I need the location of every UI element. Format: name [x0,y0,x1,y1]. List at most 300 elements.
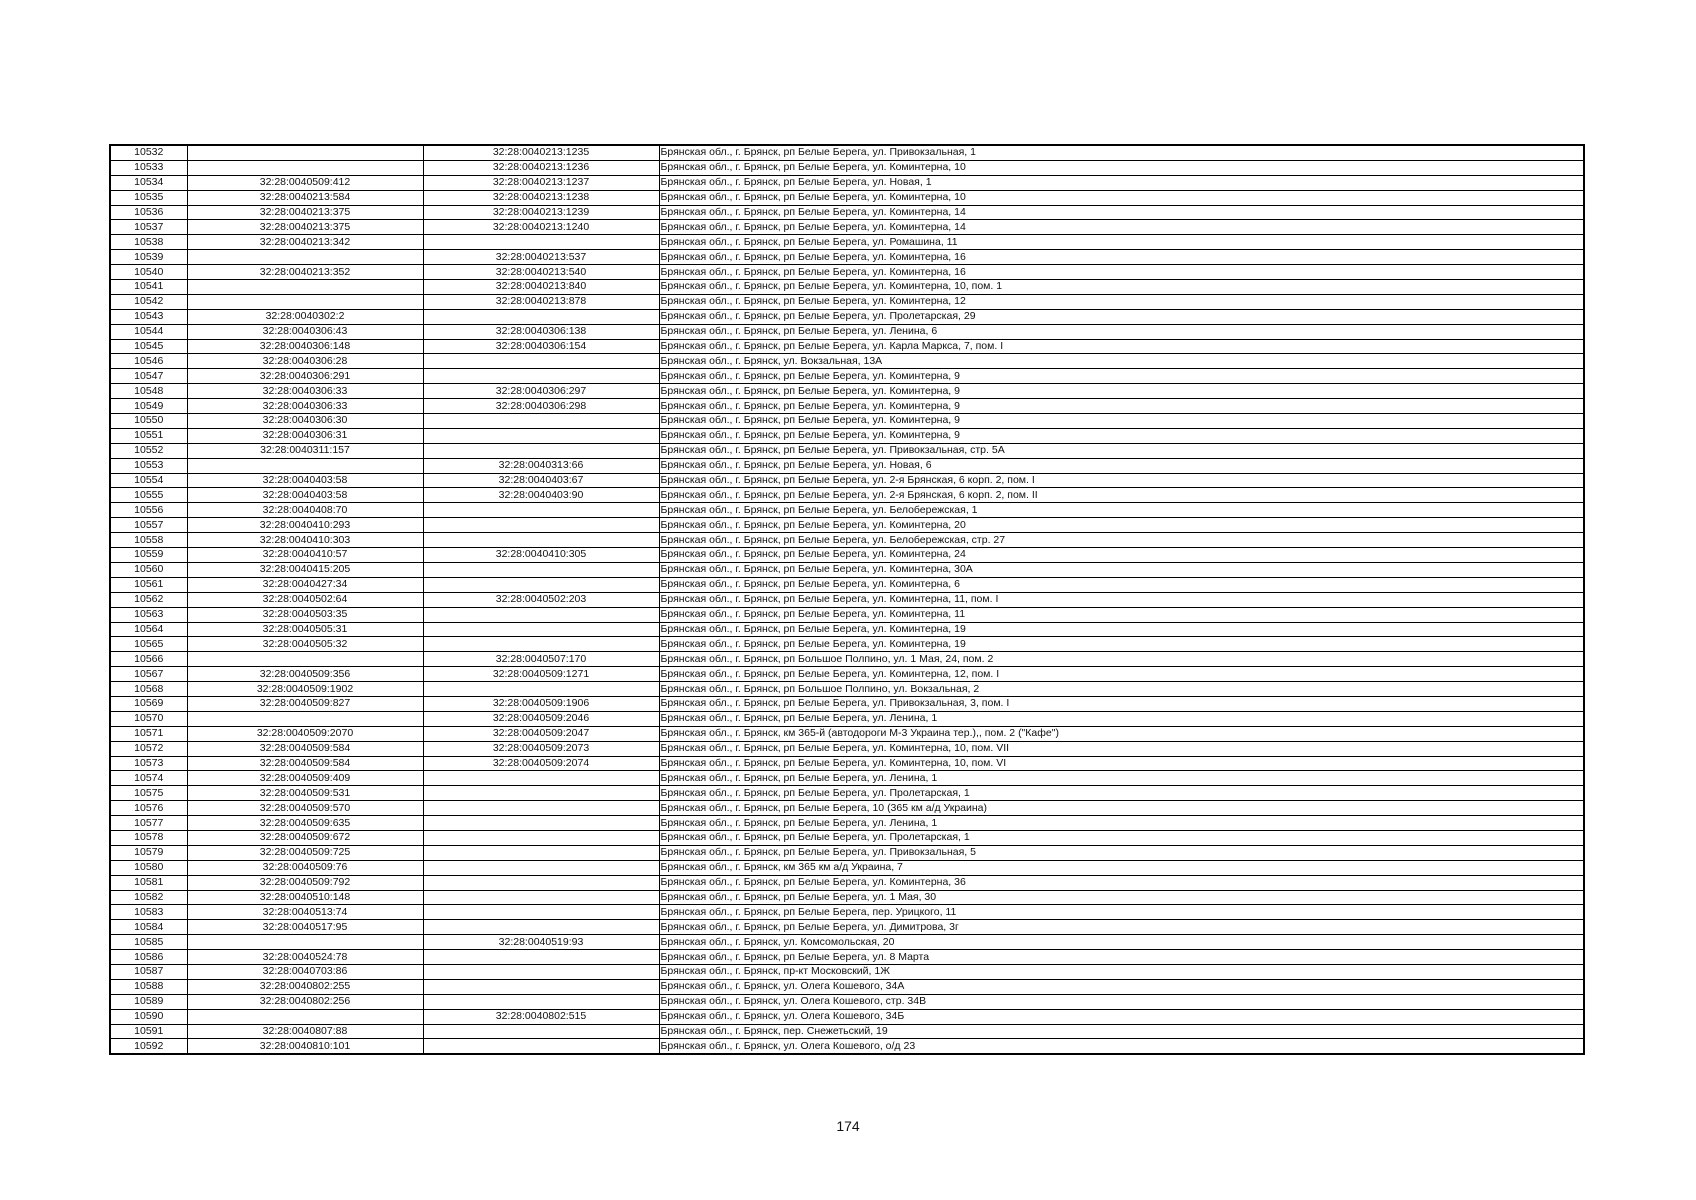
table-row [110,294,1584,309]
address-cell: Брянская обл., г. Брянск, рп Белые Берега, ул. Пролетарская, 29 [659,309,1584,324]
table-row [110,205,1584,220]
address-cell: Брянская обл., г. Брянск, рп Белые Берега, ул. Коминтерна, 16 [659,265,1584,280]
table-row [110,845,1584,860]
parcel-number-cell: 32:28:0040509:356 [187,667,423,682]
row-number-cell: 10541 [110,280,187,295]
address-cell: Брянская обл., г. Брянск, рп Белые Берега, ул. Коминтерна, 6 [659,577,1584,592]
object-number-cell [423,905,659,920]
parcel-number-cell [187,160,423,175]
parcel-number-cell [187,935,423,950]
object-number-cell [423,1024,659,1039]
parcel-number-cell: 32:28:0040306:31 [187,428,423,443]
row-number-cell: 10547 [110,369,187,384]
object-number-cell: 32:28:0040306:154 [423,339,659,354]
address-cell: Брянская обл., г. Брянск, ул. Олега Кошевого, о/д 23 [659,1039,1584,1054]
table-row [110,920,1584,935]
object-number-cell: 32:28:0040403:90 [423,488,659,503]
parcel-number-cell: 32:28:0040408:70 [187,503,423,518]
row-number-cell: 10568 [110,682,187,697]
row-number-cell: 10562 [110,592,187,607]
address-cell: Брянская обл., г. Брянск, рп Белые Берега, ул. Коминтерна, 9 [659,428,1584,443]
table-row [110,414,1584,429]
object-number-cell [423,622,659,637]
address-cell: Брянская обл., г. Брянск, рп Белые Берега, ул. Привокзальная, стр. 5А [659,443,1584,458]
parcel-number-cell: 32:28:0040427:34 [187,577,423,592]
row-number-cell: 10555 [110,488,187,503]
table-row [110,652,1584,667]
object-number-cell [423,890,659,905]
object-number-cell: 32:28:0040507:170 [423,652,659,667]
table-row [110,979,1584,994]
row-number-cell: 10567 [110,667,187,682]
row-number-cell: 10544 [110,324,187,339]
row-number-cell: 10585 [110,935,187,950]
address-cell: Брянская обл., г. Брянск, рп Белые Берега, ул. Коминтерна, 10 [659,160,1584,175]
table-row [110,235,1584,250]
object-number-cell: 32:28:0040502:203 [423,592,659,607]
object-number-cell: 32:28:0040213:840 [423,280,659,295]
parcel-number-cell: 32:28:0040306:291 [187,369,423,384]
row-number-cell: 10566 [110,652,187,667]
address-cell: Брянская обл., г. Брянск, рп Белые Берега, ул. Ромашина, 11 [659,235,1584,250]
address-cell: Брянская обл., г. Брянск, пр-кт Московский, 1Ж [659,964,1584,979]
parcel-number-cell: 32:28:0040509:792 [187,875,423,890]
address-cell: Брянская обл., г. Брянск, рп Белые Берега, ул. Коминтерна, 24 [659,548,1584,563]
parcel-number-cell [187,1009,423,1024]
row-number-cell: 10558 [110,533,187,548]
table-row [110,1024,1584,1039]
object-number-cell [423,518,659,533]
object-number-cell: 32:28:0040306:138 [423,324,659,339]
object-number-cell [423,979,659,994]
object-number-cell: 32:28:0040509:1906 [423,696,659,711]
row-number-cell: 10536 [110,205,187,220]
address-cell: Брянская обл., г. Брянск, рп Белые Берега, ул. 1 Мая, 30 [659,890,1584,905]
parcel-number-cell: 32:28:0040503:35 [187,607,423,622]
row-number-cell: 10557 [110,518,187,533]
object-number-cell [423,682,659,697]
parcel-number-cell: 32:28:0040513:74 [187,905,423,920]
row-number-cell: 10581 [110,875,187,890]
row-number-cell: 10539 [110,250,187,265]
row-number-cell: 10548 [110,384,187,399]
object-number-cell: 32:28:0040213:537 [423,250,659,265]
row-number-cell: 10574 [110,771,187,786]
parcel-number-cell: 32:28:0040509:1902 [187,682,423,697]
table-row [110,801,1584,816]
parcel-number-cell: 32:28:0040509:412 [187,175,423,190]
row-number-cell: 10537 [110,220,187,235]
parcel-number-cell: 32:28:0040403:58 [187,488,423,503]
address-cell: Брянская обл., г. Брянск, рп Белые Берега, ул. Коминтерна, 10, пом. VI [659,756,1584,771]
address-cell: Брянская обл., г. Брянск, рп Белые Берега, ул. Димитрова, 3г [659,920,1584,935]
table-row [110,875,1584,890]
object-number-cell [423,428,659,443]
parcel-number-cell: 32:28:0040509:570 [187,801,423,816]
row-number-cell: 10569 [110,696,187,711]
object-number-cell [423,369,659,384]
table-row [110,771,1584,786]
table-row [110,399,1584,414]
object-number-cell: 32:28:0040306:297 [423,384,659,399]
parcel-number-cell: 32:28:0040403:58 [187,473,423,488]
object-number-cell [423,920,659,935]
address-cell: Брянская обл., г. Брянск, рп Белые Берега, ул. Коминтерна, 9 [659,414,1584,429]
address-cell: Брянская обл., г. Брянск, рп Белые Берега, ул. Новая, 1 [659,175,1584,190]
records-table-body [110,145,1584,1054]
parcel-number-cell [187,711,423,726]
address-cell: Брянская обл., г. Брянск, рп Белые Берега, ул. Коминтерна, 11, пом. I [659,592,1584,607]
row-number-cell: 10575 [110,786,187,801]
object-number-cell [423,994,659,1009]
object-number-cell: 32:28:0040410:305 [423,548,659,563]
row-number-cell: 10561 [110,577,187,592]
address-cell: Брянская обл., г. Брянск, рп Белые Берега, ул. Пролетарская, 1 [659,830,1584,845]
parcel-number-cell [187,145,423,160]
table-row [110,592,1584,607]
table-row [110,562,1584,577]
parcel-number-cell: 32:28:0040213:375 [187,220,423,235]
object-number-cell: 32:28:0040213:1237 [423,175,659,190]
row-number-cell: 10590 [110,1009,187,1024]
row-number-cell: 10542 [110,294,187,309]
address-cell: Брянская обл., г. Брянск, рп Белые Берега, ул. Ленина, 1 [659,771,1584,786]
table-row [110,458,1584,473]
table-row [110,935,1584,950]
table-row [110,950,1584,965]
address-cell: Брянская обл., г. Брянск, рп Белые Берега, ул. Коминтерна, 30А [659,562,1584,577]
row-number-cell: 10571 [110,726,187,741]
address-cell: Брянская обл., г. Брянск, рп Белые Берега, ул. Коминтерна, 16 [659,250,1584,265]
parcel-number-cell: 32:28:0040509:531 [187,786,423,801]
row-number-cell: 10580 [110,860,187,875]
table-row [110,905,1584,920]
row-number-cell: 10589 [110,994,187,1009]
row-number-cell: 10578 [110,830,187,845]
row-number-cell: 10577 [110,816,187,831]
row-number-cell: 10552 [110,443,187,458]
table-row [110,726,1584,741]
address-cell: Брянская обл., г. Брянск, рп Белые Берега, 10 (365 км а/д Украина) [659,801,1584,816]
object-number-cell [423,964,659,979]
object-number-cell: 32:28:0040509:2073 [423,741,659,756]
row-number-cell: 10553 [110,458,187,473]
object-number-cell [423,309,659,324]
address-cell: Брянская обл., г. Брянск, рп Белые Берега, ул. Коминтерна, 11 [659,607,1584,622]
address-cell: Брянская обл., г. Брянск, рп Белые Берега, ул. Коминтерна, 19 [659,622,1584,637]
parcel-number-cell: 32:28:0040509:584 [187,741,423,756]
address-cell: Брянская обл., г. Брянск, ул. Олега Кошевого, 34Б [659,1009,1584,1024]
row-number-cell: 10579 [110,845,187,860]
parcel-number-cell: 32:28:0040505:31 [187,622,423,637]
row-number-cell: 10559 [110,548,187,563]
address-cell: Брянская обл., г. Брянск, ул. Вокзальная, 13А [659,354,1584,369]
row-number-cell: 10551 [110,428,187,443]
object-number-cell [423,845,659,860]
address-cell: Брянская обл., г. Брянск, рп Белые Берега, ул. Привокзальная, 5 [659,845,1584,860]
address-cell: Брянская обл., г. Брянск, рп Белые Берега, ул. Ленина, 1 [659,711,1584,726]
parcel-number-cell: 32:28:0040306:148 [187,339,423,354]
object-number-cell: 32:28:0040509:1271 [423,667,659,682]
table-row [110,1009,1584,1024]
parcel-number-cell: 32:28:0040524:78 [187,950,423,965]
object-number-cell [423,950,659,965]
address-cell: Брянская обл., г. Брянск, рп Белые Берега, ул. Коминтерна, 9 [659,384,1584,399]
object-number-cell [423,562,659,577]
table-row [110,503,1584,518]
row-number-cell: 10532 [110,145,187,160]
table-row [110,964,1584,979]
table-row [110,711,1584,726]
table-row [110,741,1584,756]
parcel-number-cell [187,280,423,295]
row-number-cell: 10538 [110,235,187,250]
row-number-cell: 10563 [110,607,187,622]
table-row [110,309,1584,324]
object-number-cell [423,503,659,518]
row-number-cell: 10549 [110,399,187,414]
object-number-cell: 32:28:0040306:298 [423,399,659,414]
address-cell: Брянская обл., г. Брянск, рп Белые Берега, ул. Коминтерна, 14 [659,205,1584,220]
parcel-number-cell: 32:28:0040509:725 [187,845,423,860]
object-number-cell [423,637,659,652]
row-number-cell: 10540 [110,265,187,280]
address-cell: Брянская обл., г. Брянск, рп Белые Берега, ул. Карла Маркса, 7, пом. I [659,339,1584,354]
address-cell: Брянская обл., г. Брянск, рп Белые Берега, ул. Коминтерна, 10, пом. 1 [659,280,1584,295]
parcel-number-cell [187,250,423,265]
object-number-cell [423,860,659,875]
parcel-number-cell: 32:28:0040509:76 [187,860,423,875]
object-number-cell: 32:28:0040802:515 [423,1009,659,1024]
object-number-cell: 32:28:0040213:878 [423,294,659,309]
address-cell: Брянская обл., г. Брянск, рп Белые Берега, ул. Коминтерна, 20 [659,518,1584,533]
table-row [110,339,1584,354]
object-number-cell [423,354,659,369]
table-row [110,622,1584,637]
parcel-number-cell: 32:28:0040509:2070 [187,726,423,741]
parcel-number-cell: 32:28:0040509:584 [187,756,423,771]
row-number-cell: 10591 [110,1024,187,1039]
table-row [110,533,1584,548]
table-row [110,354,1584,369]
page-number: 174 [836,1118,860,1134]
row-number-cell: 10584 [110,920,187,935]
object-number-cell [423,875,659,890]
parcel-number-cell: 32:28:0040306:28 [187,354,423,369]
address-cell: Брянская обл., г. Брянск, рп Белые Берега, ул. Ленина, 6 [659,324,1584,339]
object-number-cell [423,830,659,845]
object-number-cell [423,816,659,831]
address-cell: Брянская обл., г. Брянск, рп Белые Берега, ул. 2-я Брянская, 6 корп. 2, пом. I [659,473,1584,488]
table-row [110,384,1584,399]
address-cell: Брянская обл., г. Брянск, пер. Снежетьский, 19 [659,1024,1584,1039]
row-number-cell: 10582 [110,890,187,905]
address-cell: Брянская обл., г. Брянск, рп Белые Берега, ул. Коминтерна, 36 [659,875,1584,890]
address-cell: Брянская обл., г. Брянск, рп Белые Берега, ул. Новая, 6 [659,458,1584,473]
object-number-cell: 32:28:0040313:66 [423,458,659,473]
parcel-number-cell: 32:28:0040810:101 [187,1039,423,1054]
row-number-cell: 10586 [110,950,187,965]
parcel-number-cell: 32:28:0040306:30 [187,414,423,429]
row-number-cell: 10550 [110,414,187,429]
row-number-cell: 10533 [110,160,187,175]
table-row [110,324,1584,339]
table-row [110,548,1584,563]
table-row [110,488,1584,503]
parcel-number-cell: 32:28:0040703:86 [187,964,423,979]
row-number-cell: 10560 [110,562,187,577]
parcel-number-cell: 32:28:0040213:375 [187,205,423,220]
table-row [110,250,1584,265]
address-cell: Брянская обл., г. Брянск, рп Белые Берега, ул. Коминтерна, 9 [659,399,1584,414]
parcel-number-cell: 32:28:0040505:32 [187,637,423,652]
object-number-cell [423,801,659,816]
parcel-number-cell: 32:28:0040306:33 [187,384,423,399]
object-number-cell [423,771,659,786]
parcel-number-cell: 32:28:0040509:672 [187,830,423,845]
object-number-cell [423,414,659,429]
table-row [110,637,1584,652]
row-number-cell: 10572 [110,741,187,756]
object-number-cell: 32:28:0040519:93 [423,935,659,950]
address-cell: Брянская обл., г. Брянск, рп Большое Полпино, ул. Вокзальная, 2 [659,682,1584,697]
object-number-cell: 32:28:0040213:1240 [423,220,659,235]
table-row [110,607,1584,622]
parcel-number-cell: 32:28:0040410:303 [187,533,423,548]
table-row [110,682,1584,697]
parcel-number-cell: 32:28:0040509:409 [187,771,423,786]
parcel-number-cell: 32:28:0040510:148 [187,890,423,905]
parcel-number-cell: 32:28:0040306:33 [187,399,423,414]
table-row [110,1039,1584,1054]
table-row [110,994,1584,1009]
object-number-cell: 32:28:0040509:2046 [423,711,659,726]
address-cell: Брянская обл., г. Брянск, км 365-й (автодороги М-3 Украина тер.),, пом. 2 ("Кафе") [659,726,1584,741]
table-row [110,443,1584,458]
parcel-number-cell: 32:28:0040311:157 [187,443,423,458]
parcel-number-cell: 32:28:0040509:827 [187,696,423,711]
table-row [110,160,1584,175]
table-row [110,830,1584,845]
object-number-cell: 32:28:0040213:1235 [423,145,659,160]
row-number-cell: 10576 [110,801,187,816]
row-number-cell: 10546 [110,354,187,369]
address-cell: Брянская обл., г. Брянск, рп Белые Берега, ул. Коминтерна, 19 [659,637,1584,652]
object-number-cell: 32:28:0040509:2074 [423,756,659,771]
row-number-cell: 10534 [110,175,187,190]
object-number-cell [423,786,659,801]
table-row [110,577,1584,592]
table-row [110,473,1584,488]
object-number-cell [423,443,659,458]
address-cell: Брянская обл., г. Брянск, рп Белые Берега, ул. Белобережская, стр. 27 [659,533,1584,548]
object-number-cell: 32:28:0040213:1239 [423,205,659,220]
address-cell: Брянская обл., г. Брянск, рп Белые Берега, ул. Коминтерна, 10 [659,190,1584,205]
address-cell: Брянская обл., г. Брянск, ул. Олега Кошевого, стр. 34В [659,994,1584,1009]
address-cell: Брянская обл., г. Брянск, рп Белые Берега, ул. Коминтерна, 12 [659,294,1584,309]
parcel-number-cell: 32:28:0040807:88 [187,1024,423,1039]
address-cell: Брянская обл., г. Брянск, рп Белые Берега, ул. Коминтерна, 14 [659,220,1584,235]
object-number-cell: 32:28:0040213:540 [423,265,659,280]
address-cell: Брянская обл., г. Брянск, ул. Олега Кошевого, 34А [659,979,1584,994]
table-row [110,816,1584,831]
row-number-cell: 10565 [110,637,187,652]
parcel-number-cell: 32:28:0040802:255 [187,979,423,994]
address-cell: Брянская обл., г. Брянск, км 365 км а/д Украина, 7 [659,860,1584,875]
parcel-number-cell [187,652,423,667]
row-number-cell: 10543 [110,309,187,324]
table-row [110,667,1584,682]
address-cell: Брянская обл., г. Брянск, рп Белые Берега, ул. 8 Марта [659,950,1584,965]
row-number-cell: 10573 [110,756,187,771]
parcel-number-cell [187,294,423,309]
address-cell: Брянская обл., г. Брянск, рп Белые Берега, ул. Коминтерна, 10, пом. VII [659,741,1584,756]
row-number-cell: 10535 [110,190,187,205]
object-number-cell [423,235,659,250]
row-number-cell: 10583 [110,905,187,920]
table-row [110,280,1584,295]
table-row [110,145,1584,160]
parcel-number-cell: 32:28:0040502:64 [187,592,423,607]
parcel-number-cell: 32:28:0040302:2 [187,309,423,324]
parcel-number-cell: 32:28:0040306:43 [187,324,423,339]
table-row [110,890,1584,905]
table-row [110,786,1584,801]
table-row [110,220,1584,235]
table-row [110,265,1584,280]
table-row [110,860,1584,875]
parcel-number-cell: 32:28:0040517:95 [187,920,423,935]
address-cell: Брянская обл., г. Брянск, рп Белые Берега, ул. Привокзальная, 3, пом. I [659,696,1584,711]
parcel-number-cell: 32:28:0040213:352 [187,265,423,280]
address-cell: Брянская обл., г. Брянск, рп Белые Берега, ул. Привокзальная, 1 [659,145,1584,160]
row-number-cell: 10556 [110,503,187,518]
table-row [110,428,1584,443]
row-number-cell: 10564 [110,622,187,637]
object-number-cell [423,1039,659,1054]
table-row [110,190,1584,205]
address-cell: Брянская обл., г. Брянск, рп Белые Берега, пер. Урицкого, 11 [659,905,1584,920]
row-number-cell: 10570 [110,711,187,726]
address-cell: Брянская обл., г. Брянск, рп Большое Полпино, ул. 1 Мая, 24, пом. 2 [659,652,1584,667]
row-number-cell: 10545 [110,339,187,354]
address-cell: Брянская обл., г. Брянск, рп Белые Берега, ул. Белобережская, 1 [659,503,1584,518]
object-number-cell [423,607,659,622]
object-number-cell [423,533,659,548]
object-number-cell: 32:28:0040403:67 [423,473,659,488]
table-row [110,696,1584,711]
address-cell: Брянская обл., г. Брянск, рп Белые Берега, ул. Коминтерна, 12, пом. I [659,667,1584,682]
object-number-cell: 32:28:0040509:2047 [423,726,659,741]
parcel-number-cell: 32:28:0040802:256 [187,994,423,1009]
parcel-number-cell: 32:28:0040410:293 [187,518,423,533]
table-row [110,369,1584,384]
parcel-number-cell: 32:28:0040509:635 [187,816,423,831]
object-number-cell: 32:28:0040213:1236 [423,160,659,175]
object-number-cell: 32:28:0040213:1238 [423,190,659,205]
parcel-number-cell: 32:28:0040213:584 [187,190,423,205]
table-row [110,175,1584,190]
address-cell: Брянская обл., г. Брянск, рп Белые Берега, ул. Пролетарская, 1 [659,786,1584,801]
records-table [109,144,1585,1055]
address-cell: Брянская обл., г. Брянск, рп Белые Берега, ул. Коминтерна, 9 [659,369,1584,384]
parcel-number-cell: 32:28:0040410:57 [187,548,423,563]
table-row [110,518,1584,533]
address-cell: Брянская обл., г. Брянск, рп Белые Берега, ул. Ленина, 1 [659,816,1584,831]
parcel-number-cell: 32:28:0040213:342 [187,235,423,250]
address-cell: Брянская обл., г. Брянск, рп Белые Берега, ул. 2-я Брянская, 6 корп. 2, пом. II [659,488,1584,503]
parcel-number-cell [187,458,423,473]
